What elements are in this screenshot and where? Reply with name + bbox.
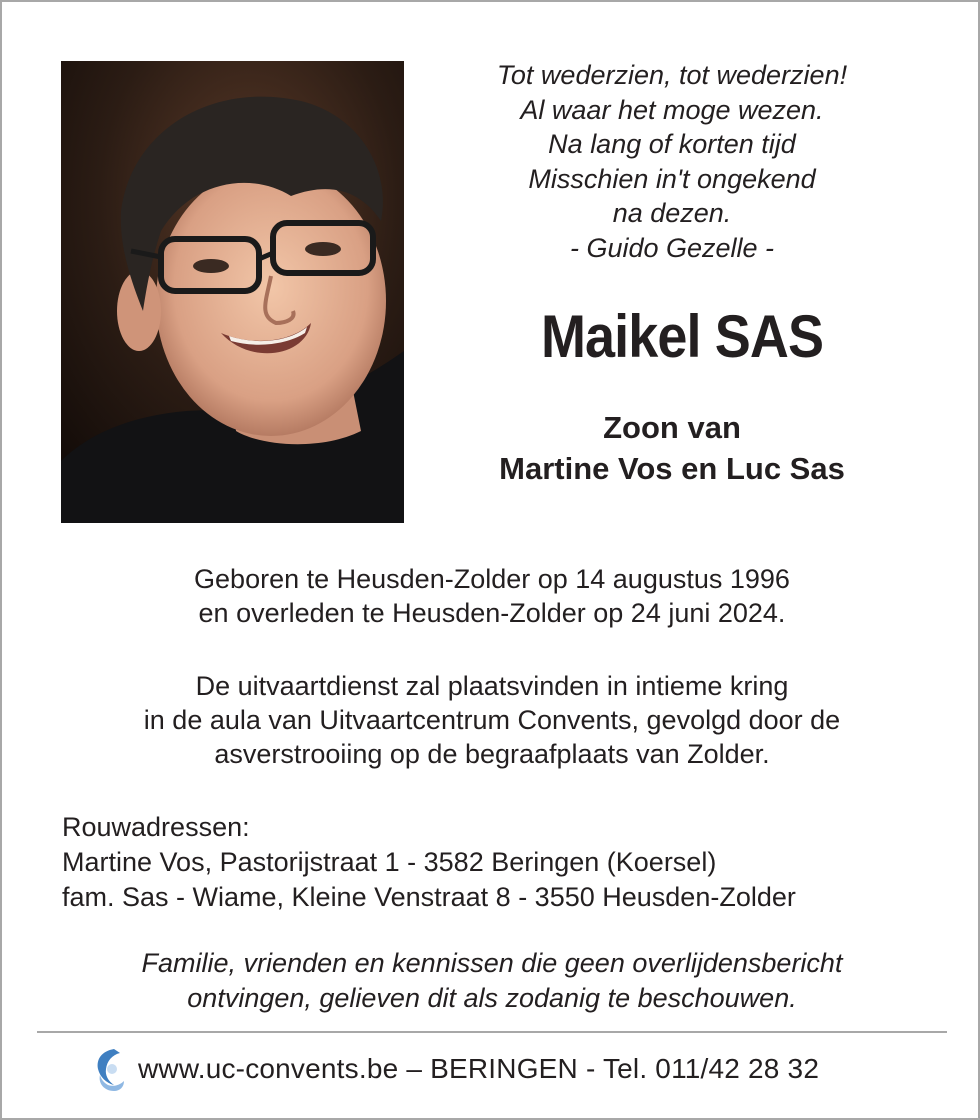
poem-line: Tot wederzien, tot wederzien! <box>496 60 848 90</box>
parents-block <box>422 407 922 489</box>
address-line: Martine Vos, Pastorijstraat 1 - 3582 Beringen (Koersel) <box>62 847 717 877</box>
funeral-service-info <box>42 669 942 771</box>
deceased-name: Maikel SAS <box>540 303 824 370</box>
poem-line: Misschien in't ongekend <box>528 163 816 194</box>
service-line: asverstrooiing op de begraafplaats van Zolder. <box>214 739 770 769</box>
portrait-photo <box>61 61 404 523</box>
birth-death-info <box>42 562 942 630</box>
poem-author: - Guido Gezelle - <box>569 232 775 263</box>
notice-line: ontvingen, gelieven dit als zodanig te beschouwen. <box>187 983 797 1013</box>
notice <box>42 946 942 1016</box>
footer-divider <box>37 1031 947 1033</box>
death-line: en overleden te Heusden-Zolder op 24 juni 2024. <box>198 598 786 628</box>
birth-line: Geboren te Heusden-Zolder op 14 augustus 1996 <box>194 564 790 594</box>
mourning-addresses <box>62 810 942 915</box>
convents-logo-icon <box>90 1045 126 1093</box>
poem <box>422 58 922 265</box>
poem-line: Al waar het moge wezen. <box>520 94 824 125</box>
service-line: De uitvaartdienst zal plaatsvinden in intieme kring <box>195 671 789 701</box>
footer <box>90 1044 819 1094</box>
parents-names: Martine Vos en Luc Sas <box>499 451 845 486</box>
relation-label: Zoon van <box>603 410 741 445</box>
footer-contact[interactable]: www.uc-convents.be – BERINGEN - Tel. 011/42 28 32 <box>138 1053 820 1084</box>
poem-line: na dezen. <box>612 198 732 228</box>
addresses-heading: Rouwadressen: <box>62 812 250 842</box>
address-line: fam. Sas - Wiame, Kleine Venstraat 8 - 3550 Heusden-Zolder <box>62 882 796 912</box>
service-line: in de aula van Uitvaartcentrum Convents, gevolgd door de <box>143 705 841 735</box>
notice-line: Familie, vrienden en kennissen die geen overlijdensbericht <box>141 948 843 978</box>
poem-line: Na lang of korten tijd <box>548 129 796 159</box>
portrait-illustration <box>61 61 404 523</box>
